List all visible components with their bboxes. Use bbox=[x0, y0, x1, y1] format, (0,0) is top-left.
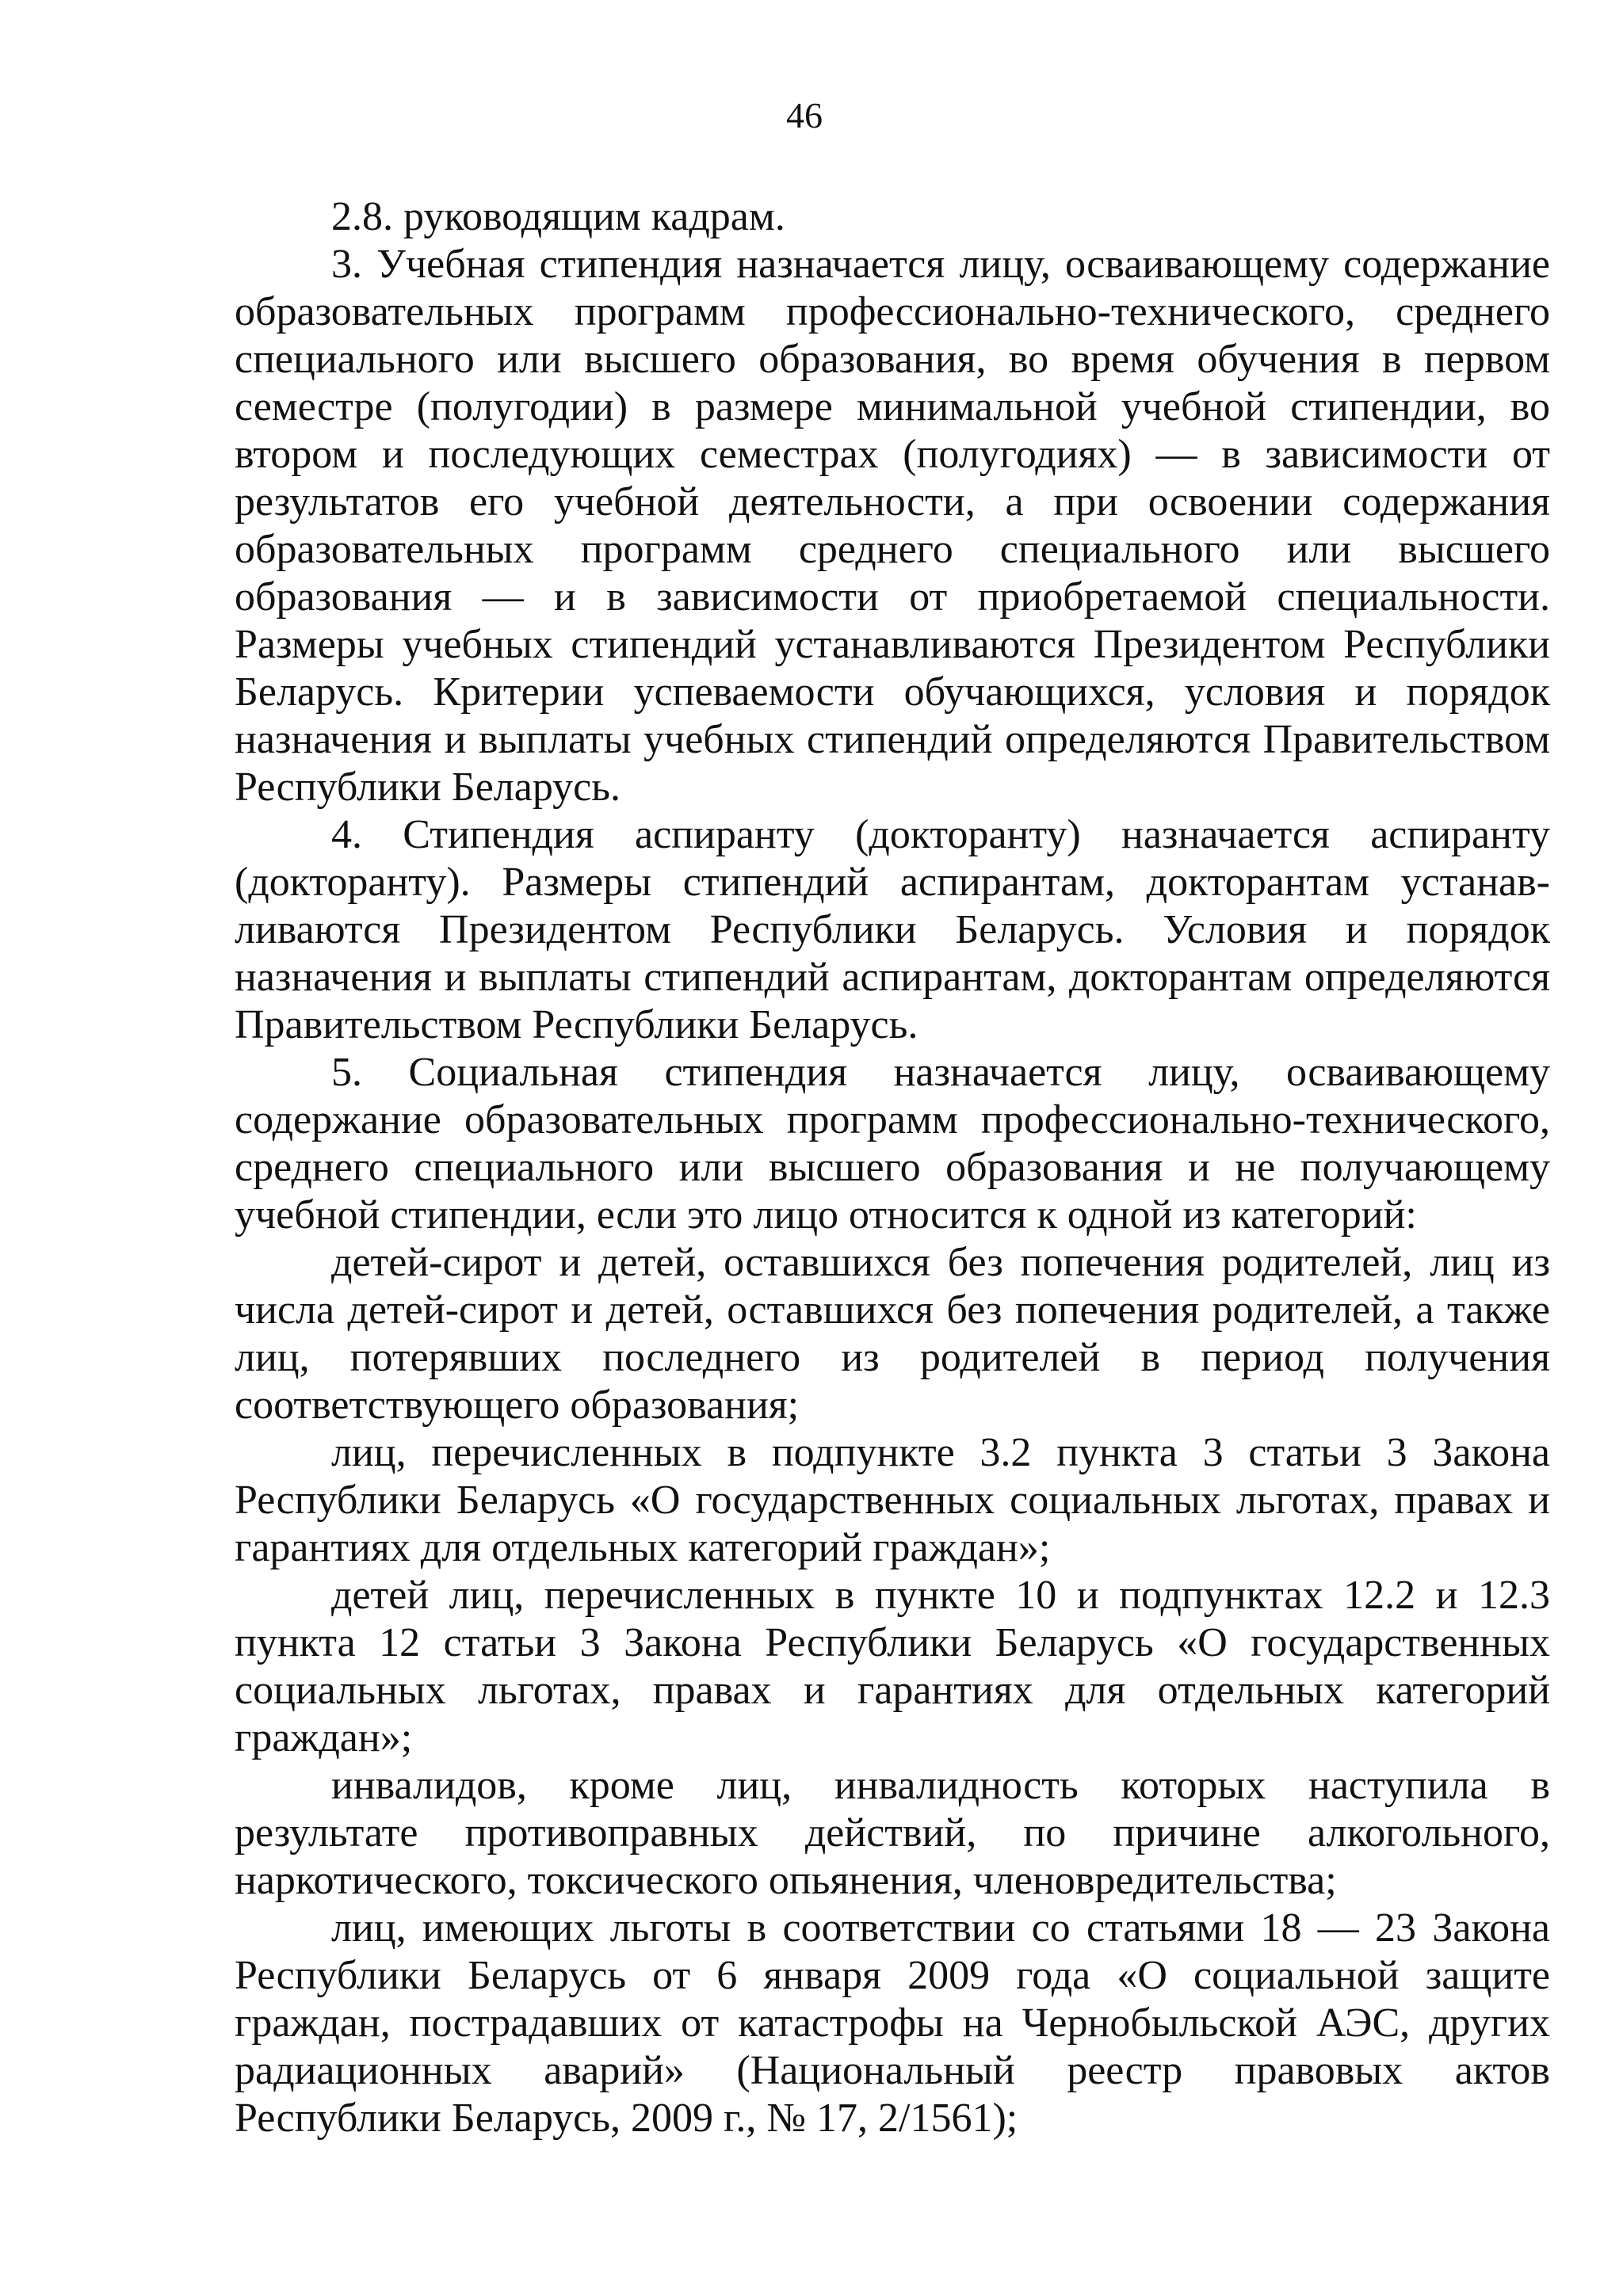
paragraph-2-8: 2.8. руководящим кадрам. bbox=[331, 194, 785, 239]
list-item-children-of-persons: детей лиц, перечисленных в пункте 10 и подпунктах 12.2 и 12.3 пункта 12 статьи 3 Закона Республики Беларусь «О государственных социальных льготах, правах и гарантиях для отдельных категорий граждан»; bbox=[235, 1573, 1550, 1760]
list-item-orphans: детей-сирот и детей, оставшихся без попечения родителей, лиц из числа детей-сирот и детей, оставшихся без попечения родителей, а также лиц, потерявших последнего из родителей в период получения соответствующего образования; bbox=[235, 1240, 1550, 1428]
page-number: 46 bbox=[786, 95, 823, 135]
document-body bbox=[235, 193, 1550, 2142]
paragraph-5-social-scholarship: 5. Социальная стипендия назначается лицу, осваивающему содержание образовательных программ профессионально-технического, среднего специального или высшего образования и не получающему учебной стипендии, если это лицо относится к одной из категорий: bbox=[235, 1050, 1550, 1238]
list-item-disabled: инвалидов, кроме лиц, инвалидность которых наступила в результате противоправных действий, по причине алкогольного, наркотического, токсического опьянения, членовредительства; bbox=[235, 1763, 1550, 1903]
list-item-chernobyl-benefits: лиц, имеющих льготы в соответствии со статьями 18 — 23 Закона Республики Беларусь от 6 января 2009 года «О социальной защите граждан, пострадавших от катастрофы на Чернобыльской АЭС, других радиационных аварий» (Национальный реестр правовых актов Республики Беларусь, 2009 г., № 17, 2/1561); bbox=[235, 1905, 1550, 2141]
paragraph-4-postgraduate-scholarship: 4. Стипендия аспиранту (докторанту) назначается аспиранту (докторанту). Размеры стипендий аспирантам, докторантам устанавливаются Президентом Республики Беларусь. Условия и порядок назначения и выплаты стипендий аспирантам, докторантам определяются Правительством Республики Беларусь. bbox=[235, 812, 1550, 1047]
paragraph-3-academic-scholarship: 3. Учебная стипендия назначается лицу, осваивающему содержание образовательных программ профессионально-технического, среднего специального или высшего образования, во время обучения в первом семестре (полугодии) в размере минимальной учебной стипендии, во втором и последующих семестрах (полугодиях) — в зависимости от результатов его учебной деятельности, а при освоении содержания образовательных программ среднего специального или высшего образования — и в зависимости от приобретаемой специальности. Размеры учебных стипендий устанавливаются Президентом Республики Беларусь. Критерии успеваемости обучающихся, условия и порядок назначения и выплаты учебных стипендий определяются Правительством Республики Беларусь. bbox=[235, 242, 1550, 810]
list-item-subpoint-3-2: лиц, перечисленных в подпункте 3.2 пункта 3 статьи 3 Закона Республики Беларусь «О государственных социальных льготах, правах и гарантиях для отдельных категорий граждан»; bbox=[235, 1430, 1550, 1570]
